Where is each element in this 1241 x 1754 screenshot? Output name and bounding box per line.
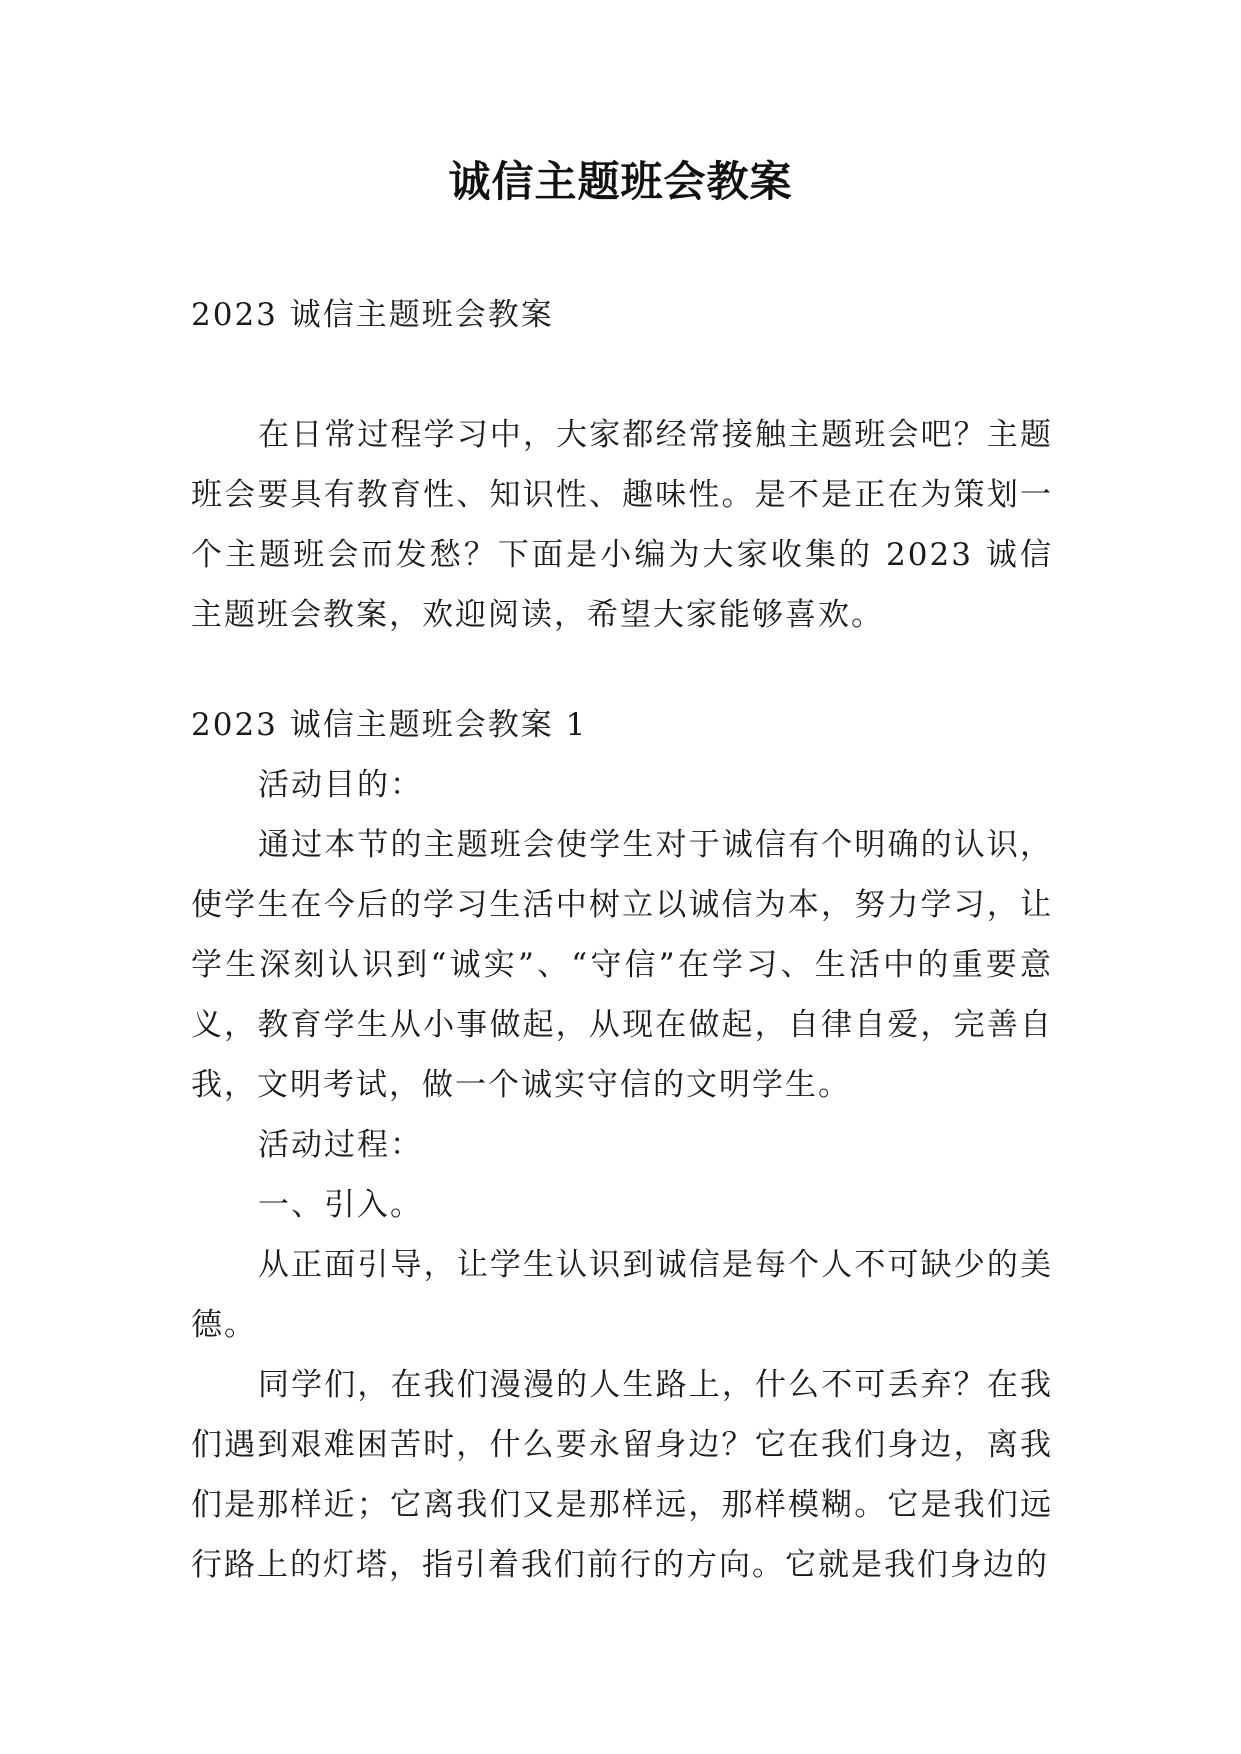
step-one-heading: 一、引入。: [258, 1187, 423, 1223]
goal-paragraph: 通过本节的主题班会使学生对于诚信有个明确的认识，使学生在今后的学习生活中树立以诚信为本，努力学习，让学生深刻认识到“诚实”、“守信”在学习、生活中的重要意义，教育学生从小事做起，从现在做起，自律自爱，完善自我，文明考试，做一个诚实守信的文明学生。: [191, 827, 1053, 1103]
guide-paragraph: 从正面引导，让学生认识到诚信是每个人不可缺少的美德。: [191, 1247, 1053, 1343]
speech-paragraph: 同学们，在我们漫漫的人生路上，什么不可丢弃？在我们遇到艰难困苦时，什么要永留身边？它在我们身边，离我们是那样近；它离我们又是那样远，那样模糊。它是我们远行路上的灯塔，指引着我们前行的方向。它就是我们身边的: [191, 1367, 1053, 1583]
process-label: 活动过程：: [258, 1127, 423, 1163]
document-subtitle: 2023 诚信主题班会教案: [191, 297, 554, 333]
section-heading: 2023 诚信主题班会教案 1: [191, 707, 588, 743]
document-title: 诚信主题班会教案: [448, 157, 793, 206]
goal-label: 活动目的：: [258, 767, 423, 803]
intro-paragraph: 在日常过程学习中，大家都经常接触主题班会吧？主题班会要具有教育性、知识性、趣味性。是不是正在为策划一个主题班会而发愁？下面是小编为大家收集的 2023 诚信主题班会教案，欢迎阅读，希望大家能够喜欢。: [191, 417, 1053, 633]
